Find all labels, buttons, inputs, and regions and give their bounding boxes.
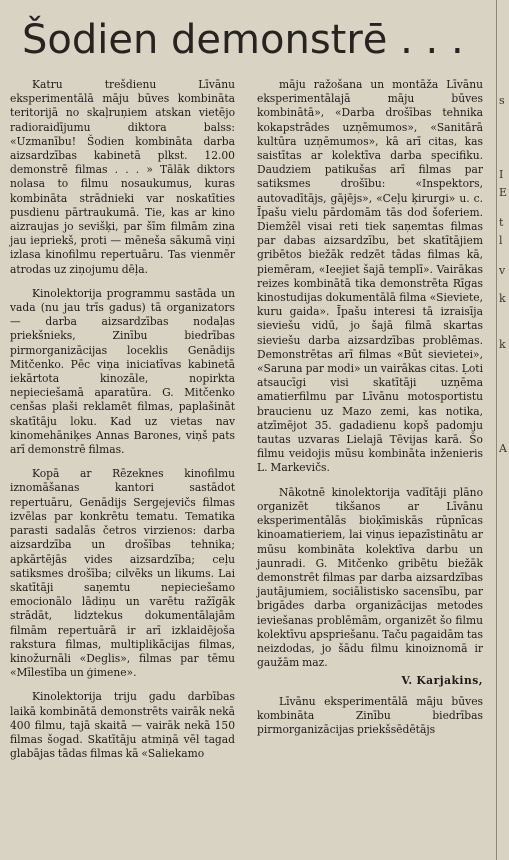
adjacent-column-fragment: I bbox=[499, 168, 504, 181]
paragraph: māju ražošana un montāža Līvānu eksperimentālajā māju būves kombinātā», «Darba drošības tehnika kokapstrādes uzņēmumos», «Sanitārā kultūra uzņēmumos», kā arī citas, kas saistītas ar kolektīva darba specifiku. Daudziem patikušas arī filmas par satiksmes drošību: «Inspektors, autovadītājs, gājējs», «Ceļu ķirurgi» u. c. Īpašu vielu pārdomām tās dod šoferiem. Diemžēl visai reti tiek saņemtas filmas par dabas aizsardzību, bet skatītājiem gribētos biežāk redzēt tādas filmas kā, piemēram, «Ieejiet šajā templī». Vairākas reizes kombinātā tika demonstrēta Rīgas kinostudijas dokumentālā filma «Sieviete, kuru gaida». Īpašu interesi tā izraisīja sieviešu vidū, jo šajā filmā skartas sieviešu darba aizsardzības problēmas. Demonstrētas arī filmas «Būt sievietei», «Saruna par modi» un vairākas citas. Ļoti atsaucīgi visi skatītāji uzņēma amatierfilmu par Līvānu motosportistu braucienu uz Mazo zemi, kas notika, atzīmējot 35. gadadienu kopš padomju tautas uzvaras Lielajā Tēvijas karā. Šo filmu veidojis mūsu kombināta inženieris L. Markevičs. bbox=[257, 78, 483, 475]
adjacent-column-fragment: s bbox=[499, 94, 505, 107]
paragraph: Nākotnē kinolektorija vadītāji plāno organizēt tikšanos ar Līvānu eksperimentālās bioķīmiskās rūpnīcas kinoamatieriem, lai viņus iepazīstinātu ar mūsu kombināta kolektīva darbu un jaunradi. G. Mitčenko gribētu biežāk demonstrēt filmas par darba aizsardzības jautājumiem, sociālistisko sacensību, par brigādes darba organizācijas metodes ieviešanas problēmām, organizēt šo filmu kolektīvu apspriešanu. Taču pagaidām tas neizdodas, jo šādu filmu kinoiznomā ir gaužām maz. bbox=[257, 485, 483, 670]
paragraph: Kopā ar Rēzeknes kinofilmu iznomāšanas kantori sastādot repertuāru, Genādijs Sergejevičs filmas izvēlas par konkrētu tematu. Tematika parasti sadalās četros virzienos: darba aizsardzība un drošības tehnika; apkārtējās vides aizsardzība; ceļu satiksmes drošība; cilvēks un likums. Lai skatītāji saņemtu nepieciešamo emocionālo lādiņu un varētu ražīgāk strādāt, lidztekus dokumentālajām filmām repertuārā ir arī izklaidējoša rakstura filmas, multiplikācijas filmas, kinožurnāli «Deglis», filmas par tēmu «Mīlestība un ģimene». bbox=[10, 467, 235, 680]
adjacent-column-fragment: v bbox=[499, 264, 506, 277]
author-signature: V. Karjakins, bbox=[401, 674, 483, 688]
author-role: Līvānu eksperimentālā māju būves kombināta Zinību biedrības pirmorganizācijas priekšsēdētājs bbox=[257, 694, 483, 736]
article-column-left bbox=[10, 78, 235, 761]
column-divider bbox=[496, 0, 497, 860]
adjacent-column-fragment: k bbox=[499, 338, 506, 351]
adjacent-column-fragment: E bbox=[499, 186, 508, 199]
article-column-right bbox=[257, 78, 483, 737]
adjacent-column-fragment: A bbox=[499, 442, 507, 455]
article-headline: Šodien demonstrē . . . bbox=[22, 17, 464, 63]
adjacent-column-fragment: k bbox=[499, 292, 506, 305]
paragraph: Katru trešdienu Līvānu eksperimentālā māju būves kombināta teritorijā no skaļruņiem atskan vietējo radioraidījumu diktora balss: «Uzmanību! Šodien kombināta darba aizsardzības kabinetā plkst. 12.00 demonstrē filmas . . . » Tālāk diktors nolasa to filmu nosaukumus, kuras kombināta strādnieki var noskatīties pusdienu pārtraukumā. Tie, kas ar kino aizraujas jo sevišķi, par šīm filmām zina jau iepriekš, proti — mēneša sākumā viņi izlasa kinofilmu repertuāru. Tas vienmēr atrodas uz ziņojumu dēļa. bbox=[10, 78, 235, 276]
paragraph: Kinolektorija triju gadu darbības laikā kombinātā demonstrēts vairāk nekā 400 filmu, tajā skaitā — vairāk nekā 150 filmas šogad. Skatītāju atmiņā vēl tagad glabājas tādas filmas kā «Saliekamo bbox=[10, 690, 235, 761]
paragraph: Kinolektorija programmu sastāda un vada (nu jau trīs gadus) tā organizators — darba aizsardzības nodaļas priekšnieks, Zinību biedrības pirmorganizācijas loceklis Genādijs Mitčenko. Pēc viņa iniciatīvas kabinetā iekārtota kinozāle, nopirkta nepieciešamā aparatūra. G. Mitčenko cenšas plaši reklamēt filmas, paplašināt skatītāju loku. Kad uz vietas nav kinomehāniķes Annas Barones, viņš pats arī demonstrē filmas. bbox=[10, 286, 235, 457]
adjacent-column-fragment: l bbox=[499, 234, 503, 247]
adjacent-column-fragment: t bbox=[499, 216, 504, 229]
